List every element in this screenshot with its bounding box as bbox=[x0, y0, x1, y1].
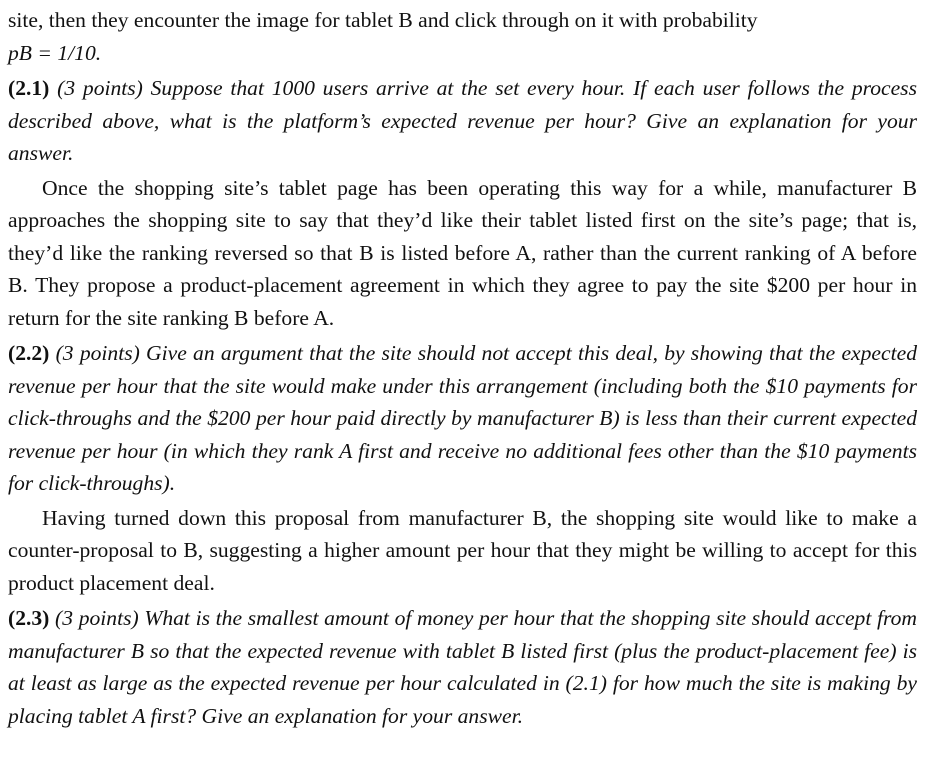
question-number: (2.1) bbox=[8, 76, 50, 100]
question-text: (3 points) Give an argument that the site should not accept this deal, by showing that the expected revenue per hour that the site would make under this arrangement (including both the $10 payments for click-throughs and the $200 per hour paid directly by manufacturer B) is less than their current expected revenue per hour (in which they rank A first and receive no additional fees other than the $10 payments for click-throughs). bbox=[8, 341, 917, 495]
question-number: (2.3) bbox=[8, 606, 50, 630]
paragraph-proposal: Once the shopping site’s tablet page has been operating this way for a while, manufacturer B approaches the shopping site to say that they’d like their tablet listed first on the site’s page; that is, they’d like the ranking reversed so that B is listed before A, rather than the current ranking of A before B. They propose a product-placement agreement in which they agree to pay the site $200 per hour in return for the site ranking B before A. bbox=[8, 175, 917, 330]
question-text: (3 points) Suppose that 1000 users arrive at the set every hour. If each user follows the process described above, what is the platform’s expected revenue per hour? Give an explanation for your answer. bbox=[8, 76, 917, 165]
paragraph-counter-proposal: Having turned down this proposal from manufacturer B, the shopping site would like to make a counter-proposal to B, suggesting a higher amount per hour that they might be willing to accept for this product placement deal. bbox=[8, 505, 917, 595]
question-2-3 bbox=[8, 602, 917, 732]
intro-line: site, then they encounter the image for tablet B and click through on it with probability bbox=[8, 8, 758, 32]
question-number: (2.2) bbox=[8, 341, 50, 365]
probability-formula: pB = 1/10. bbox=[8, 40, 102, 65]
question-text: (3 points) What is the smallest amount of money per hour that the shopping site should accept from manufacturer B so that the expected revenue with tablet B listed first (plus the product-placement fee) is at least as large as the expected revenue per hour calculated in (2.1) for how much the site is making by placing tablet A first? Give an explanation for your answer. bbox=[8, 606, 917, 728]
question-2-1 bbox=[8, 72, 917, 170]
question-2-2 bbox=[8, 337, 917, 500]
